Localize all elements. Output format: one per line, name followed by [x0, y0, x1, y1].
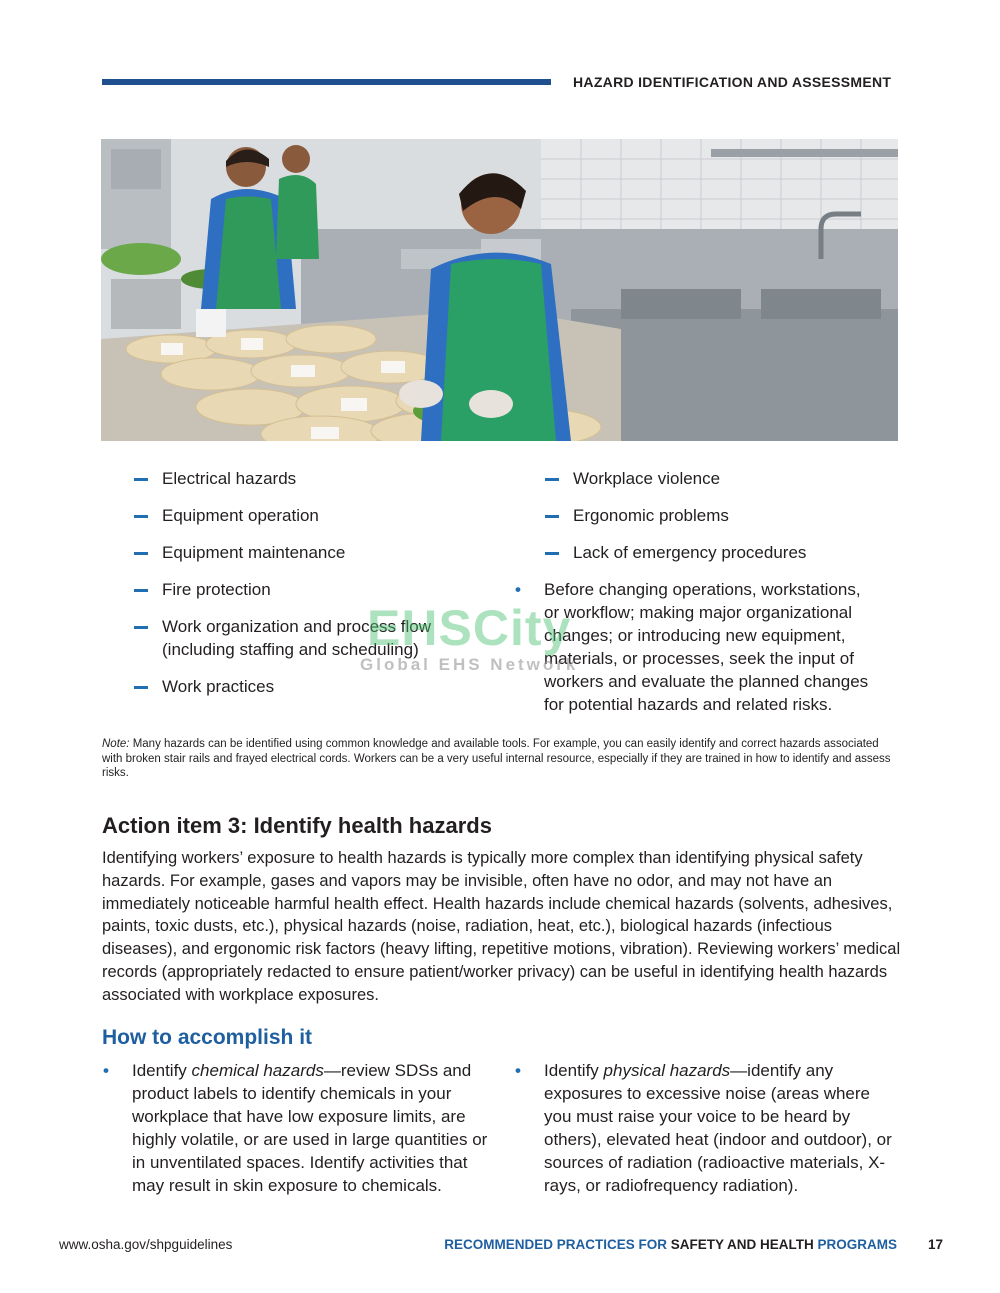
list-item-text: —review SDSs and product labels to identify chemicals in your workplace that have low exposure limits, are highly volatile, or are used in large quantities or in unventilated spaces. Identify activities that may result in skin exposure to chemicals.	[132, 1061, 488, 1195]
list-item-text: Work practices	[162, 677, 275, 696]
header-rule	[102, 79, 551, 85]
list-item	[102, 504, 482, 527]
note-label: Note:	[102, 738, 130, 750]
note-paragraph	[102, 737, 902, 781]
list-item-text: Equipment maintenance	[162, 543, 346, 562]
hazard-list-left	[102, 467, 482, 698]
footer-title	[444, 1237, 897, 1252]
list-item	[503, 1059, 901, 1197]
list-item	[102, 615, 452, 661]
list-item-text: Workplace violence	[573, 469, 721, 488]
footer-title-part1: RECOMMENDED PRACTICES FOR	[444, 1237, 671, 1252]
dash-marker	[134, 552, 148, 555]
list-item	[503, 541, 903, 564]
bullet-marker: •	[515, 580, 521, 599]
dash-marker	[134, 515, 148, 518]
watermark-logo: EHSCity	[367, 600, 572, 656]
list-item-text: Fire protection	[162, 580, 271, 599]
note-text: Many hazards can be identified using common knowledge and available tools. For example, you can easily identify and correct hazards associated with broken stair rails and frayed electrical cords. Workers can be a very useful internal resource, especially if they are trained in how to identify and assess risks.	[102, 738, 891, 779]
bullet-marker: •	[103, 1061, 109, 1080]
dash-marker	[545, 552, 559, 555]
list-item-text: —identify any exposures to excessive noise (areas where you must raise your voice to be heard by others), elevated heat (indoor and outdoor), or sources of radiation (radioactive materials, X-rays, or radiofrequency radiation).	[544, 1061, 892, 1195]
how-to-left	[91, 1059, 491, 1197]
list-item-text: Work organization and process flow (including staffing and scheduling)	[162, 617, 431, 659]
list-item	[102, 541, 482, 564]
list-item	[102, 675, 482, 698]
list-item-text: Lack of emergency procedures	[573, 543, 807, 562]
list-item-emphasis: chemical hazards	[191, 1061, 324, 1080]
dash-marker	[545, 478, 559, 481]
list-item	[503, 578, 880, 716]
action-item-heading: Action item 3: Identify health hazards	[102, 813, 492, 838]
list-item-emphasis: physical hazards	[603, 1061, 731, 1080]
dash-marker	[134, 626, 148, 629]
watermark-tagline: Global EHS Network	[360, 655, 579, 674]
footer-url-link[interactable]: www.osha.gov/shpguidelines	[59, 1237, 233, 1252]
section-header: HAZARD IDENTIFICATION AND ASSESSMENT	[573, 74, 892, 90]
list-item-text: Electrical hazards	[162, 469, 297, 488]
list-item	[91, 1059, 491, 1197]
list-item	[102, 578, 482, 601]
list-item	[503, 467, 903, 490]
footer-title-part2: SAFETY AND HEALTH	[670, 1237, 818, 1252]
footer-title-part3: PROGRAMS	[817, 1237, 897, 1252]
action-item-body: Identifying workers’ exposure to health hazards is typically more complex than identifying physical safety hazards. For example, gases and vapors may be invisible, often have no odor, and may not have an immediately noticeable harmful health effect. Health hazards include chemical hazards (solvents, adhesives, paints, toxic dusts, etc.), physical hazards (noise, radiation, heat, etc.), biological hazards (infectious diseases), and ergonomic risk factors (heavy lifting, repetitive motions, vibration). Reviewing workers’ medical records (appropriately redacted to ensure patient/worker privacy) can be useful in identifying health hazards associated with workplace exposures.	[102, 849, 901, 1004]
dash-marker	[134, 478, 148, 481]
list-item-text: Ergonomic problems	[573, 506, 729, 525]
list-item	[503, 504, 903, 527]
page-number: 17	[928, 1237, 944, 1252]
list-item	[102, 467, 482, 490]
list-item-prefix: Identify	[132, 1061, 192, 1080]
dash-marker	[545, 515, 559, 518]
list-item-prefix: Identify	[544, 1061, 604, 1080]
dash-marker	[134, 686, 148, 689]
bullet-marker: •	[515, 1061, 521, 1080]
list-item-text: Equipment operation	[162, 506, 319, 525]
dash-marker	[134, 589, 148, 592]
how-to-heading: How to accomplish it	[102, 1026, 313, 1049]
kitchen-workers-photo	[101, 139, 898, 441]
how-to-right	[503, 1059, 901, 1197]
hazard-list-right	[503, 467, 903, 716]
list-item-text: Before changing operations, workstations, or workflow; making major organizational changes; or introducing new equipment, materials, or processes, seek the input of workers and evaluate the planned changes for potential hazards and related risks.	[544, 580, 869, 714]
